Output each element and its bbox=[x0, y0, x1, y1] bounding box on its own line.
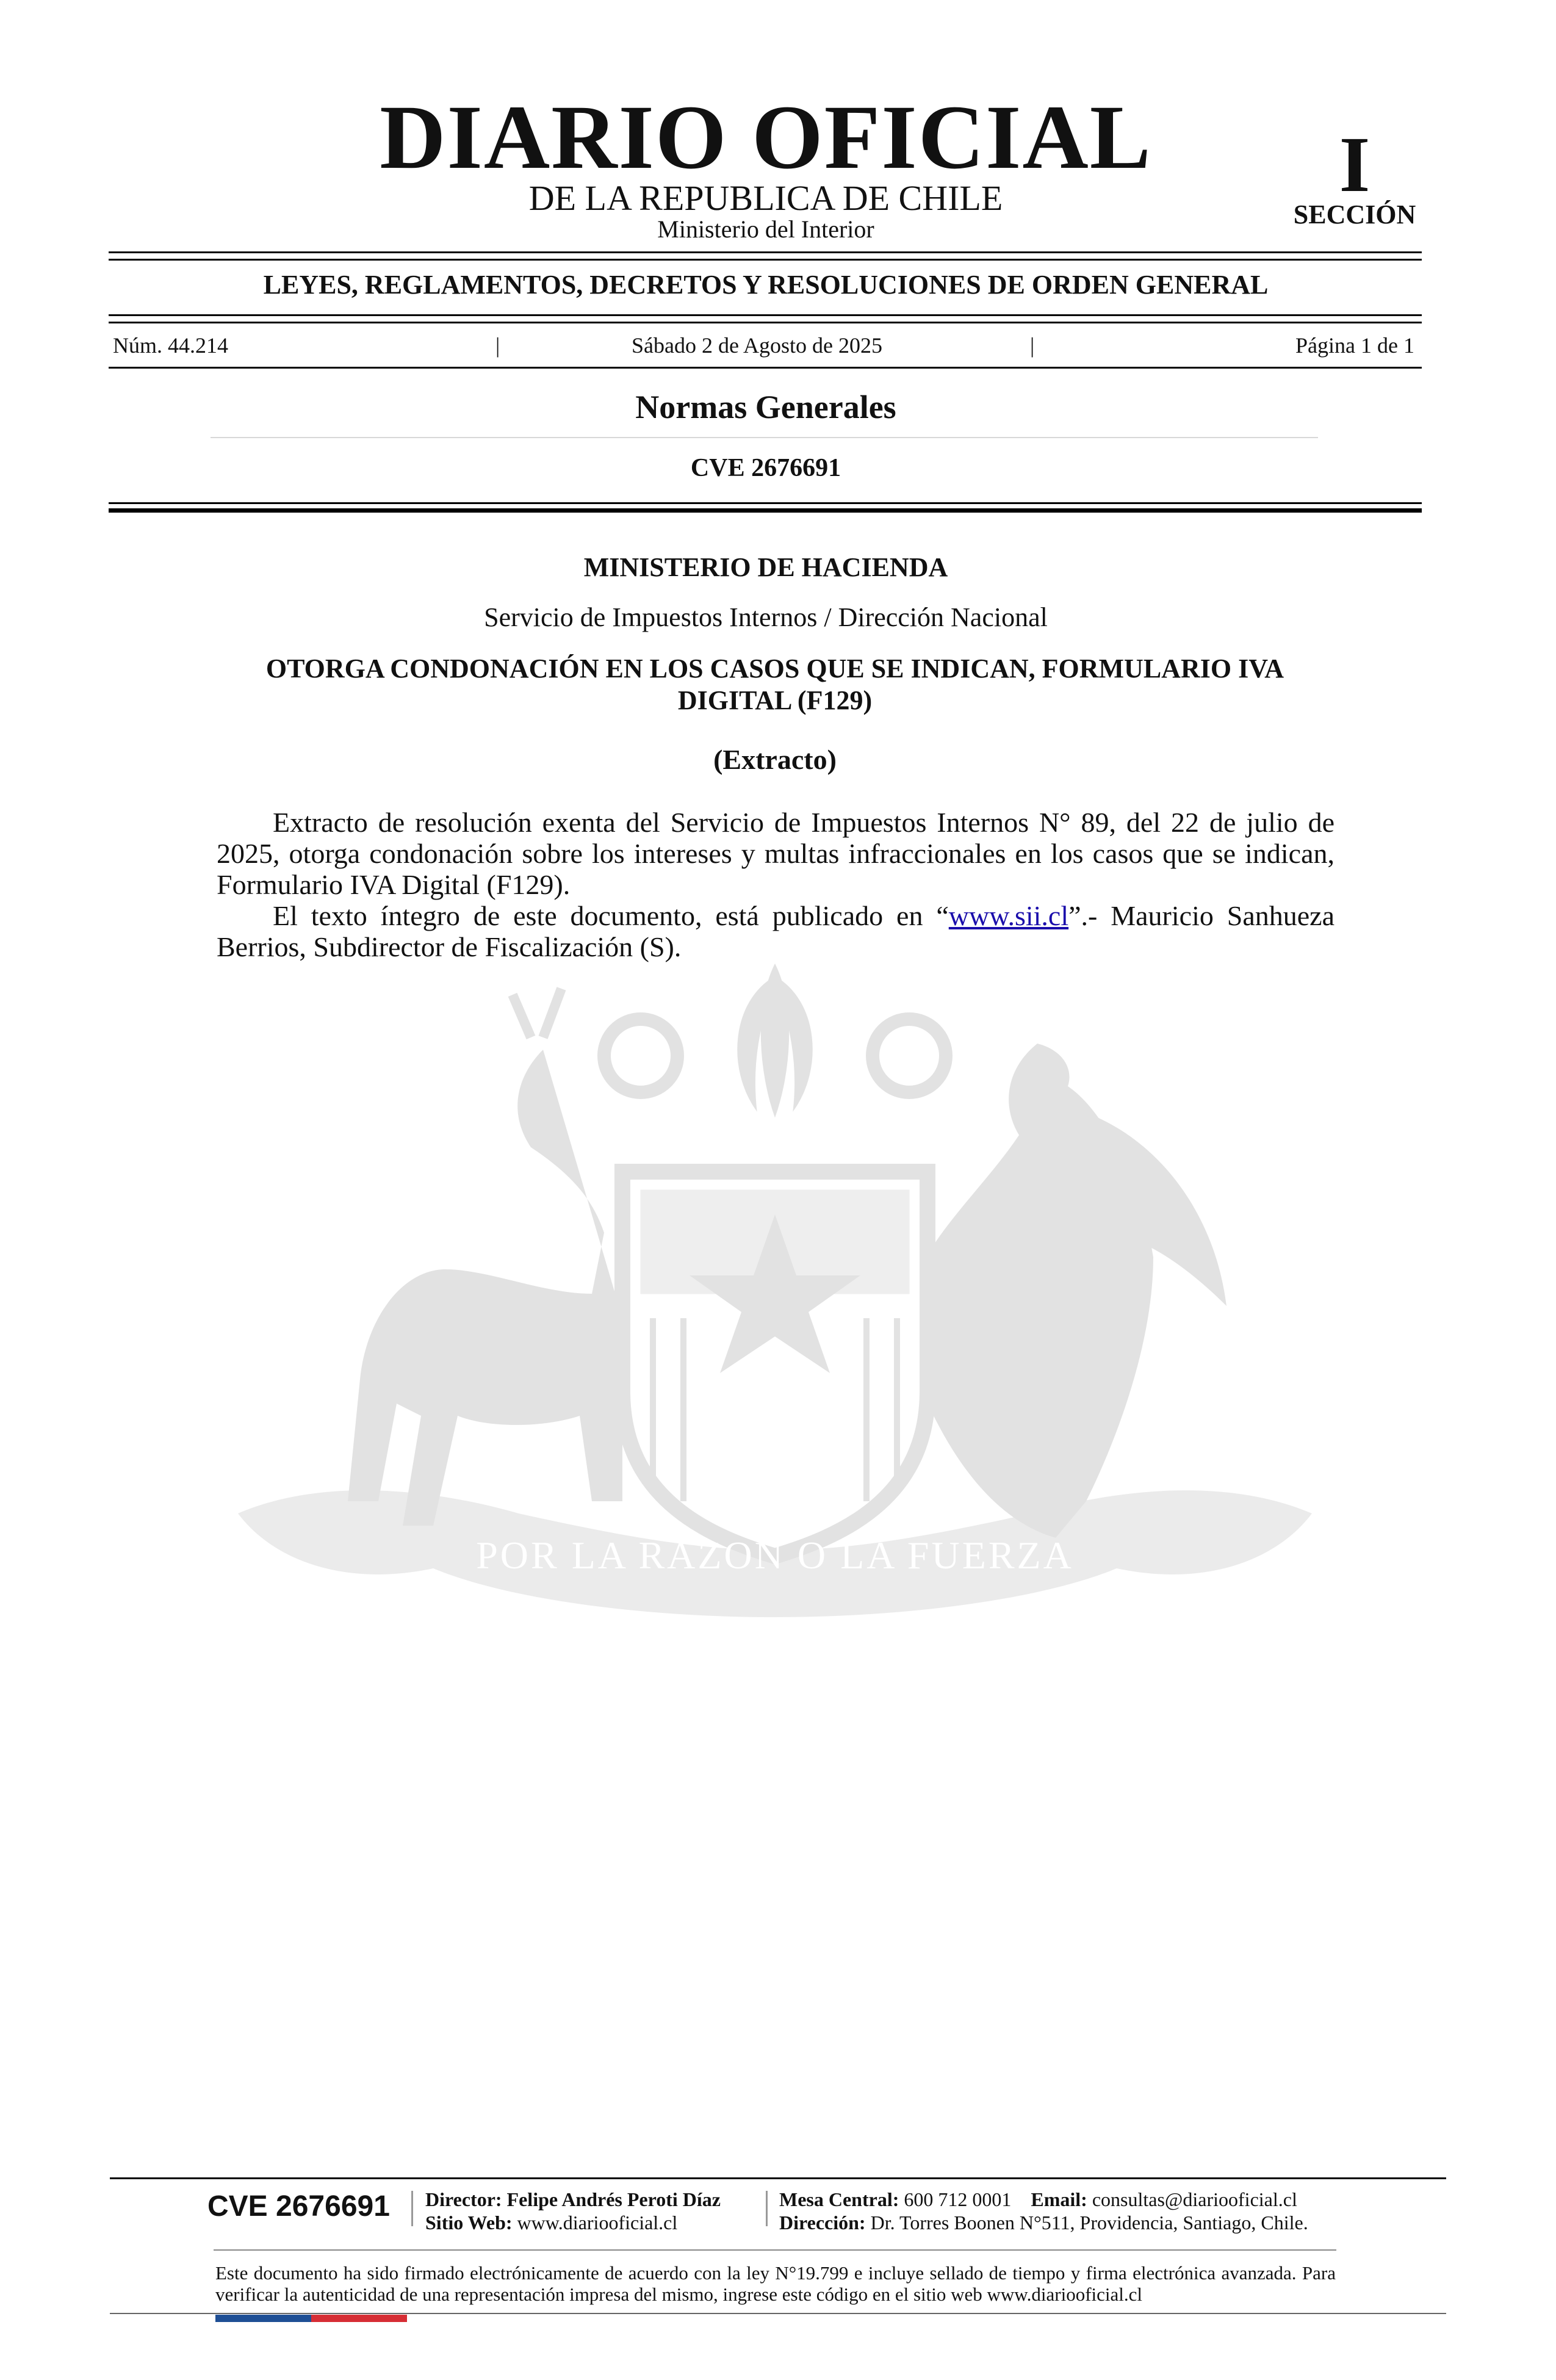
flag-stripe-red bbox=[311, 2315, 407, 2322]
footer-cve: CVE 2676691 bbox=[207, 2190, 390, 2223]
extract-label: (Extracto) bbox=[713, 744, 837, 775]
footer-address bbox=[779, 2212, 1308, 2234]
masthead-title: DIARIO OFICIAL bbox=[380, 87, 1152, 188]
address-value: Dr. Torres Boonen N°511, Providencia, Santiago, Chile. bbox=[870, 2212, 1308, 2234]
section-number: I bbox=[1339, 121, 1371, 209]
footer-separator bbox=[411, 2191, 413, 2226]
divider bbox=[109, 251, 1422, 253]
ministry-heading: MINISTERIO DE HACIENDA bbox=[583, 552, 948, 582]
paragraph-text: ”.- Mauricio Sanhueza Berrios, Subdirector de Fiscalización (S). bbox=[217, 900, 1334, 962]
page-indicator: Página 1 de 1 bbox=[1295, 333, 1414, 358]
email-value: consultas@diariooficial.cl bbox=[1092, 2188, 1297, 2210]
divider bbox=[109, 508, 1422, 513]
divider bbox=[109, 259, 1422, 261]
footer-divider bbox=[110, 2313, 1446, 2314]
address-label: Dirección: bbox=[779, 2212, 866, 2234]
divider bbox=[109, 322, 1422, 323]
sii-website-link[interactable]: www.sii.cl bbox=[948, 900, 1069, 931]
signature-note: Este documento ha sido firmado electrónicamente de acuerdo con la ley N°19.799 e incluye sellado de tiempo y firma electrónica avanzada. Para verificar la autenticidad de una representación impresa del mismo, ingrese este código en el sitio web www.diariooficial.cl bbox=[215, 2262, 1336, 2305]
cve-number: CVE 2676691 bbox=[690, 454, 841, 482]
email-label: Email: bbox=[1031, 2188, 1087, 2210]
masthead-subtitle: DE LA REPUBLICA DE CHILE bbox=[528, 178, 1003, 218]
divider bbox=[109, 367, 1422, 369]
footer-separator bbox=[766, 2191, 768, 2226]
separator: | bbox=[1030, 333, 1035, 358]
section-label: SECCIÓN bbox=[1293, 200, 1416, 229]
body-paragraph: Extracto de resolución exenta del Servicio de Impuestos Internos N° 89, del 22 de julio de 2025, otorga condonación sobre los intereses y multas infraccionales en los casos que se indican, Formulario IVA Digital (F129). bbox=[217, 807, 1334, 900]
website-value: www.diariooficial.cl bbox=[517, 2212, 678, 2234]
document-title: OTORGA CONDONACIÓN EN LOS CASOS QUE SE INDICAN, FORMULARIO IVA DIGITAL (F129) bbox=[265, 654, 1284, 715]
divider bbox=[109, 502, 1422, 504]
divider bbox=[109, 314, 1422, 316]
footer-divider bbox=[110, 2177, 1446, 2179]
service-heading: Servicio de Impuestos Internos / Dirección Nacional bbox=[484, 602, 1048, 632]
flag-stripe-blue bbox=[215, 2315, 311, 2322]
watermark-motto: POR LA RAZON O LA FUERZA bbox=[476, 1534, 1074, 1577]
footer-director bbox=[425, 2188, 721, 2210]
separator: | bbox=[495, 333, 500, 358]
divider bbox=[211, 437, 1318, 438]
website-label: Sitio Web: bbox=[425, 2212, 513, 2234]
director-label: Director: bbox=[425, 2188, 502, 2210]
issue-number: Núm. 44.214 bbox=[113, 333, 228, 358]
coat-of-arms-watermark bbox=[201, 952, 1349, 1672]
phone-value: 600 712 0001 bbox=[904, 2188, 1012, 2210]
footer-contact bbox=[779, 2188, 1297, 2210]
masthead-ministry: Ministerio del Interior bbox=[657, 215, 874, 243]
issue-date: Sábado 2 de Agosto de 2025 bbox=[632, 333, 882, 358]
footer-website bbox=[425, 2212, 677, 2234]
section-heading: Normas Generales bbox=[635, 389, 896, 425]
director-name: Felipe Andrés Peroti Díaz bbox=[506, 2188, 721, 2210]
footer-divider bbox=[214, 2249, 1336, 2251]
phone-label: Mesa Central: bbox=[779, 2188, 899, 2210]
body-paragraph bbox=[217, 900, 1334, 962]
paragraph-text: El texto íntegro de este documento, está publicado en “ bbox=[273, 900, 949, 931]
category-title: LEYES, REGLAMENTOS, DECRETOS Y RESOLUCIONES DE ORDEN GENERAL bbox=[263, 270, 1269, 300]
